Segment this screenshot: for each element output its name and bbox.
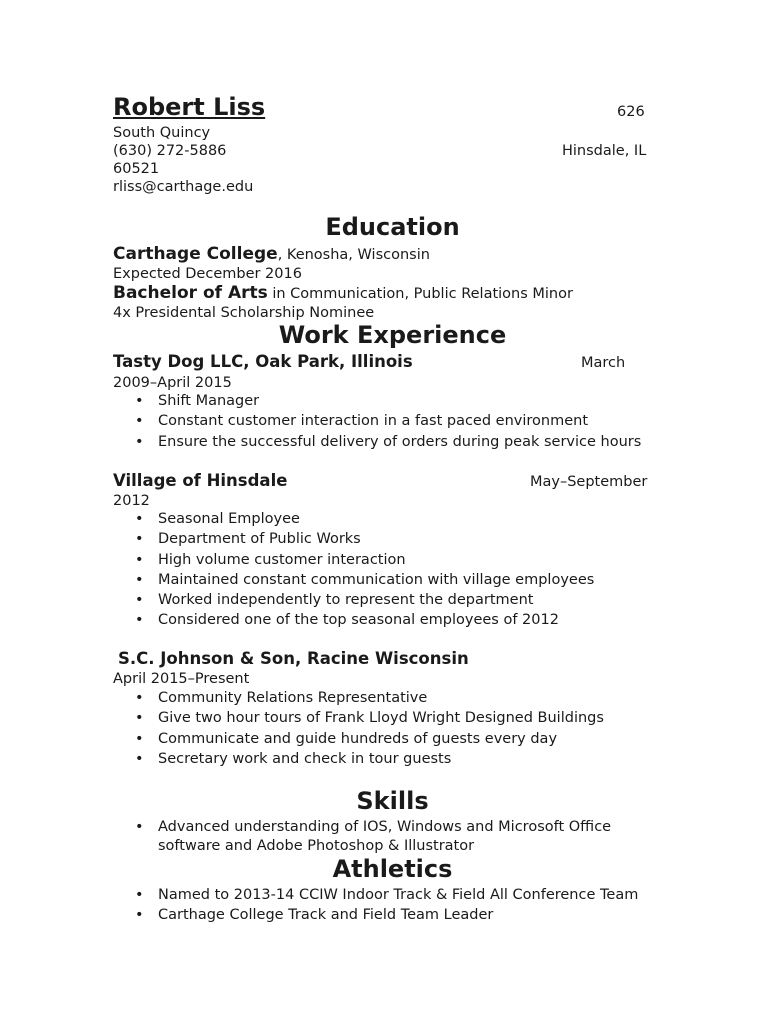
job-bullet-list	[113, 509, 594, 631]
list-item: • Community Relations Representative	[113, 688, 604, 708]
list-item: • Carthage College Track and Field Team Leader	[113, 905, 638, 925]
list-item: • Communicate and guide hundreds of guests every day	[113, 729, 604, 749]
job-title: Tasty Dog LLC, Oak Park, Illinois	[113, 352, 413, 371]
address-zip: 60521	[113, 161, 160, 177]
school-location: , Kenosha, Wisconsin	[277, 247, 430, 263]
list-item: • Give two hour tours of Frank Lloyd Wright Designed Buildings	[113, 708, 604, 728]
phone-number: (630) 272-5886	[113, 143, 227, 159]
list-item: • Seasonal Employee	[113, 509, 594, 529]
education-degree-line	[113, 284, 573, 303]
school-name: Carthage College	[113, 244, 278, 264]
job-title: Village of Hinsdale	[113, 471, 288, 490]
education-expected: Expected December 2016	[113, 266, 302, 282]
resume-name: Robert Liss	[113, 93, 266, 121]
list-item: • Secretary work and check in tour guests	[113, 749, 604, 769]
degree-name: Bachelor of Arts	[113, 283, 268, 303]
list-item: • Named to 2013-14 CCIW Indoor Track & Field All Conference Team	[113, 885, 638, 905]
list-item: • Advanced understanding of IOS, Windows and Microsoft Office software and Adobe Photoshop & Illustrator	[113, 818, 638, 856]
athletics-bullet-list	[113, 885, 638, 926]
list-item: • Worked independently to represent the department	[113, 590, 594, 610]
education-heading: Education	[325, 213, 460, 241]
list-item: • Department of Public Works	[113, 529, 594, 549]
address-street: South Quincy	[113, 125, 211, 141]
skills-bullet-list	[113, 818, 638, 856]
job-date-range: 2009–April 2015	[113, 375, 232, 391]
education-honor: 4x Presidental Scholarship Nominee	[113, 305, 375, 321]
job-date-range: April 2015–Present	[113, 671, 250, 687]
list-item: • Constant customer interaction in a fast paced environment	[113, 411, 641, 431]
list-item: • Ensure the successful delivery of orders during peak service hours	[113, 432, 641, 452]
address-number: 626	[617, 104, 645, 120]
list-item: • Shift Manager	[113, 391, 641, 411]
job-date-range: 2012	[113, 493, 150, 509]
education-school-line	[113, 245, 430, 264]
job-bullet-list	[113, 391, 641, 452]
work-heading: Work Experience	[278, 321, 507, 349]
job-date-start: March	[581, 355, 626, 371]
list-item: • High volume customer interaction	[113, 550, 594, 570]
list-item: • Maintained constant communication with village employees	[113, 570, 594, 590]
job-bullet-list	[113, 688, 604, 769]
job-title: S.C. Johnson & Son, Racine Wisconsin	[118, 649, 469, 668]
job-date-start: May–September	[530, 474, 648, 490]
athletics-heading: Athletics	[332, 855, 453, 883]
email-address: rliss@carthage.edu	[113, 179, 254, 195]
address-city: Hinsdale, IL	[562, 143, 647, 159]
degree-detail: in Communication, Public Relations Minor	[267, 286, 573, 302]
list-item: • Considered one of the top seasonal employees of 2012	[113, 610, 594, 630]
skills-heading: Skills	[356, 787, 429, 815]
